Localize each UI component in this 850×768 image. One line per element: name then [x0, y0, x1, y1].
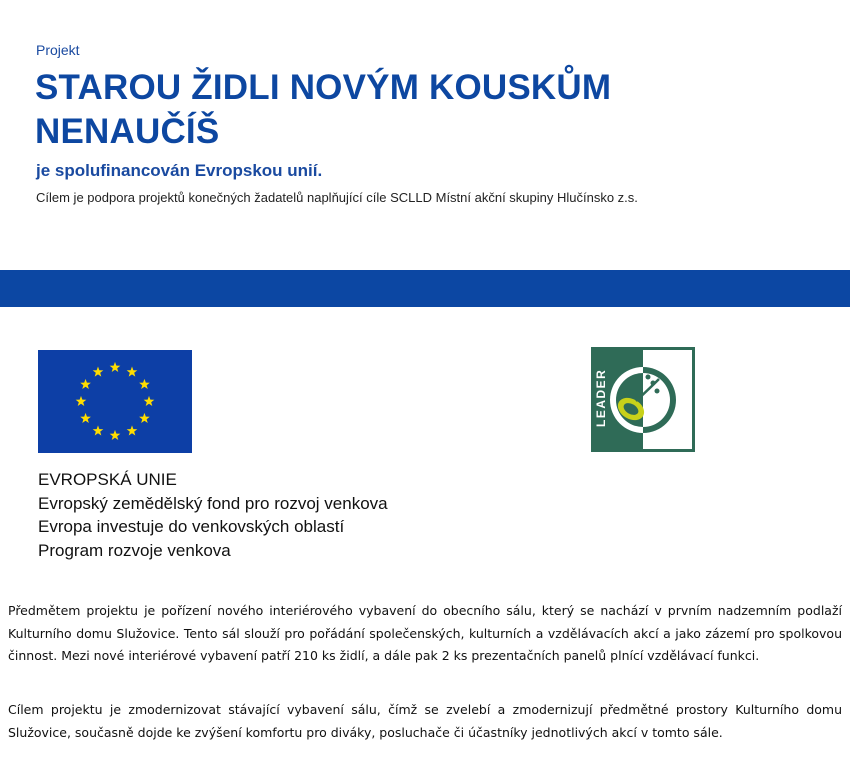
eafrd-line: Evropský zemědělský fond pro rozvoj venkova: [38, 493, 388, 513]
eu-star-icon: [110, 362, 121, 372]
eu-star-icon: [110, 430, 121, 440]
rdp-line: Program rozvoje venkova: [38, 540, 231, 560]
leader-logo-icon: [591, 347, 695, 452]
eu-star-icon: [80, 379, 91, 389]
project-goal-paragraph: Cílem projektu je zmodernizovat stávající vybavení sálu, čímž se zvelebí a zmodernizují předmětné prostory Kulturního domu Služovice, současně dojde ke zvýšení komfortu pro diváky, posluchače či účastníky jednotlivých akcí v tomto sále.: [8, 702, 842, 740]
eu-star-icon: [80, 413, 91, 423]
project-aim-line: Cílem je podpora projektů konečných žadatelů naplňující cíle SCLLD Místní akční skupiny Hlučínsko z.s.: [36, 190, 638, 205]
eu-star-icon: [139, 379, 150, 389]
eu-star-icon: [144, 396, 155, 406]
eu-star-icon: [76, 396, 87, 406]
leader-wordmark: LEADER: [594, 368, 608, 427]
eu-flag-icon: [38, 350, 192, 453]
project-description-paragraph: Předmětem projektu je pořízení nového interiérového vybavení do obecního sálu, který se nachází v prvním nadzemním podlaží Kulturního domu Služovice. Tento sál slouží pro pořádání společenských, kulturních a vzdělávacích akcí a jako zázemí pro spolkovou činnost. Mezi nové interiérové vybavení patří 210 ks židlí, a dále pak 2 ks prezentačních panelů plnící vzdělávací funkci.: [8, 603, 842, 663]
cofinancing-statement: je spolufinancován Evropskou unií.: [36, 161, 323, 180]
eu-star-icon: [93, 366, 104, 376]
eu-star-icon: [93, 425, 104, 435]
eu-star-icon: [127, 425, 138, 435]
eu-star-icon: [139, 413, 150, 423]
eu-star-icon: [127, 366, 138, 376]
eu-funding-block: [38, 468, 388, 562]
project-title: STAROU ŽIDLI NOVÝM KOUSKŮM NENAUČÍŠ: [35, 68, 612, 151]
eu-title: EVROPSKÁ UNIE: [38, 470, 177, 489]
eu-invests-line: Evropa investuje do venkovských oblastí: [38, 517, 345, 536]
project-label: Projekt: [36, 42, 80, 58]
blue-band: [0, 270, 850, 307]
